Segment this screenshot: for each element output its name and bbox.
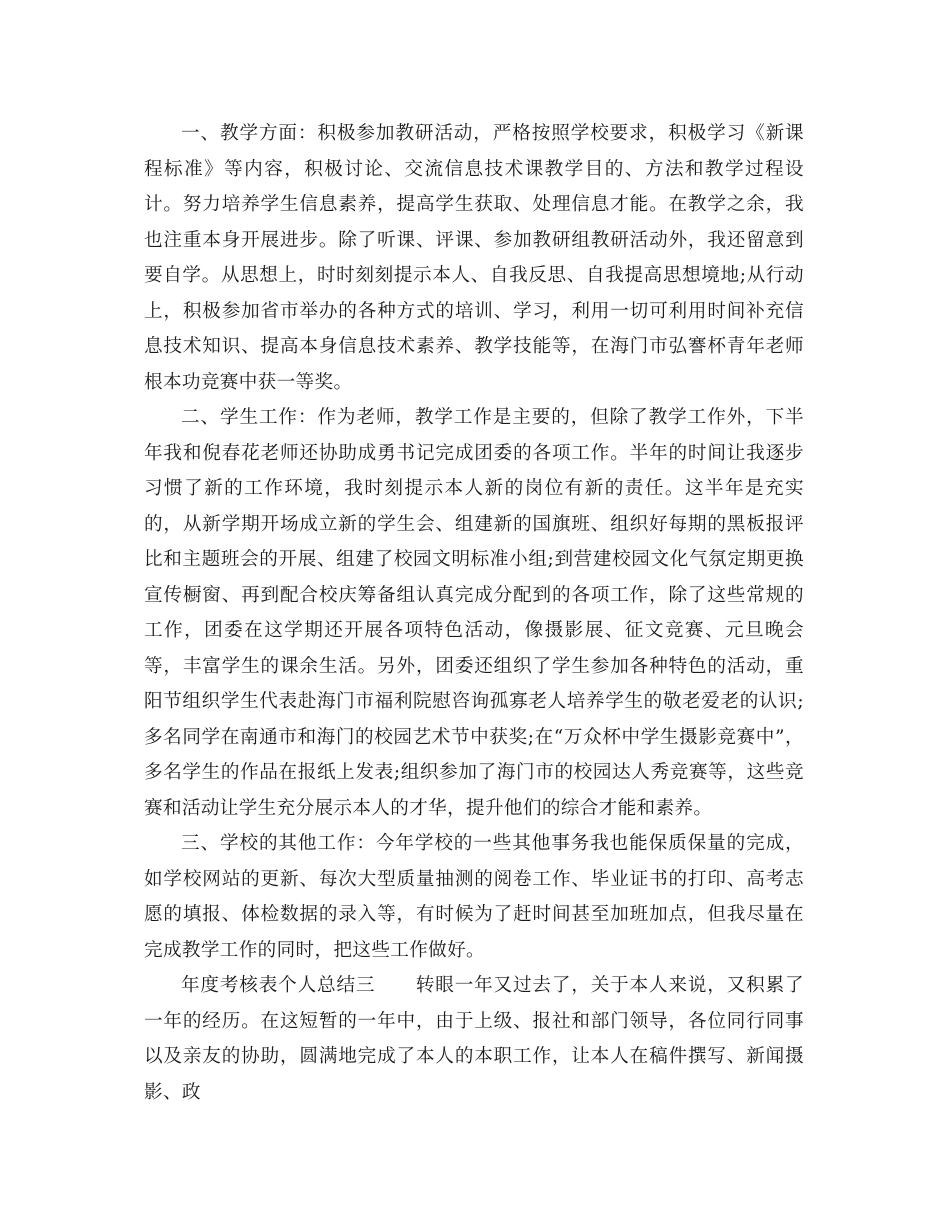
paragraph-teaching: 一、教学方面：积极参加教研活动，严格按照学校要求，积极学习《新课程标准》等内容，积极讨论、交流信息技术课教学目的、方法和教学过程设计。努力培养学生信息素养，提高学生获取、处理信息才能。在教学之余，我也注重本身开展进步。除了听课、评课、参加教研组教研活动外，我还留意到要自学。从思想上，时时刻刻提示本人、自我反思、自我提高思想境地;从行动上，积极参加省市举办的各种方式的培训、学习，利用一切可利用时间补充信息技术知识、提高本身信息技术素养、教学技能等，在海门市弘謇杯青年老师根本功竞赛中获一等奖。 — [144, 123, 804, 393]
paragraph-student-work: 二、学生工作：作为老师，教学工作是主要的，但除了教学工作外，下半年我和倪春花老师还协助成勇书记完成团委的各项工作。半年的时间让我逐步习惯了新的工作环境，我时刻提示本人新的岗位有新的责任。这半年是充实的，从新学期开场成立新的学生会、组建新的国旗班、组织好每期的黑板报评比和主题班会的开展、组建了校园文明标准小组;到营建校园文化气氛定期更换宣传橱窗、再到配合校庆筹备组认真完成分配到的各项工作，除了这些常规的工作，团委在这学期还开展各项特色活动，像摄影展、征文竞赛、元旦晚会等，丰富学生的课余生活。另外，团委还组织了学生参加各种特色的活动，重阳节组织学生代表赴海门市福利院慰咨询孤寡老人培养学生的敬老爱老的认识;多名同学在南通市和海门的校园艺术节中获奖;在“万众杯中学生摄影竞赛中”，多名学生的作品在报纸上发表;组织参加了海门市的校园达人秀竞赛等，这些竞赛和活动让学生充分展示本人的才华，提升他们的综合才能和素养。 — [144, 407, 804, 819]
paragraph-summary-three — [144, 968, 804, 1110]
document-body — [144, 116, 804, 1110]
summary-three-spacer — [375, 975, 416, 996]
summary-three-body: 转眼一年又过去了，关于本人来说，又积累了一年的经历。在这短暂的一年中，由于上级、报社和部门领导，各位同行同事以及亲友的协助，圆满地完成了本人的本职工作，让本人在稿件撰写、新闻摄影、政 — [144, 975, 804, 1103]
paragraph-other-work: 三、学校的其他工作：今年学校的一些其他事务我也能保质保量的完成，如学校网站的更新、每次大型质量抽测的阅卷工作、毕业证书的打印、高考志愿的填报、体检数据的录入等，有时候为了赶时间甚至加班加点，但我尽量在完成教学工作的同时，把这些工作做好。 — [144, 833, 804, 961]
summary-three-heading: 年度考核表个人总结三 — [181, 975, 376, 996]
